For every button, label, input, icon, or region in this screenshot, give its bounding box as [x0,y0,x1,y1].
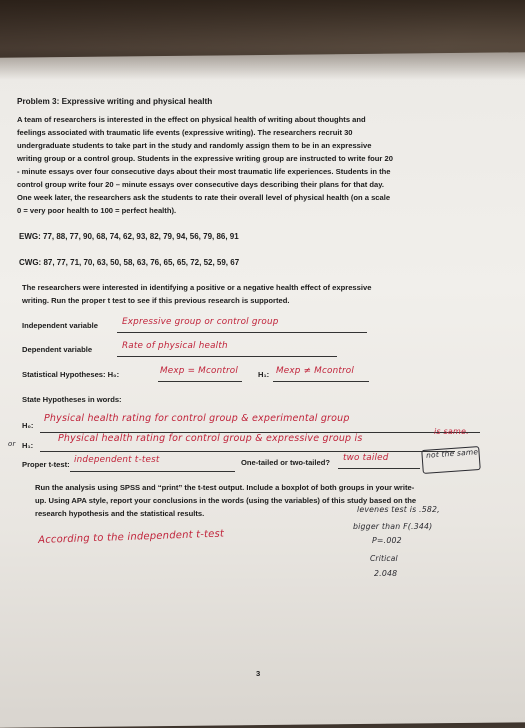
paragraph-line: writing group or a control group. Students in the expressive writing group are instructed to write four 20 [17,154,393,163]
words-label: State Hypotheses in words: [22,395,122,404]
problem-title: Problem 3: Expressive writing and physical health [17,97,213,106]
instruction-line: writing. Run the proper t test to see if this previous research is supported. [22,296,290,305]
h1-words-answer: Physical health rating for control group & expressive group is [58,433,363,444]
critical-note: Critical [370,554,398,563]
paragraph-line: 0 = very poor health to 100 = perfect health). [17,206,177,215]
run-line: Run the analysis using SPSS and “print” the t-test output. Include a boxplot of both groups in your write- [35,483,415,492]
tailed-answer: two tailed [343,453,389,463]
proper-ttest-line [70,471,235,472]
paragraph-line: One week later, the researchers ask the students to rate their overall level of physical health (on a scale [17,193,391,202]
proper-ttest-answer: independent t-test [74,455,160,465]
independent-label: Independent variable [22,321,98,330]
cwg-data: CWG: 87, 77, 71, 70, 63, 50, 58, 63, 76, 65, 65, 72, 52, 59, 67 [19,258,240,267]
h1-stat-label: H₁: [258,370,270,379]
tailed-label: One-tailed or two-tailed? [241,458,331,467]
h0-stat-line [158,381,242,382]
paragraph-line: feelings associated with traumatic life events (expressive writing). The researchers recruit 30 [17,128,353,137]
conclusion-answer: According to the independent t-test [38,528,225,546]
or-mark: or [8,440,16,448]
page-number: 3 [256,669,261,678]
paragraph-line: control group write four 20 – minute essays over consecutive days describing their plans for that day. [17,180,384,189]
statistical-hypotheses-label: Statistical Hypotheses: H₀: [22,370,120,379]
tailed-line [338,468,420,469]
levenes-note: levenes test is .582, [357,505,440,514]
not-the-same-note: not the same [425,447,479,460]
h0-stat-answer: Mexp = Mcontrol [160,366,239,376]
h0-words-answer: Physical health rating for control group & experimental group [44,413,350,424]
dependent-answer-line [117,356,337,357]
independent-answer: Expressive group or control group [122,317,279,327]
critical-value-note: 2.048 [374,569,398,578]
ewg-data: EWG: 77, 88, 77, 90, 68, 74, 62, 93, 82, 79, 94, 56, 79, 86, 91 [19,232,239,241]
proper-ttest-label: Proper t-test: [22,460,70,469]
h1-stat-line [273,381,369,382]
paragraph-line: undergraduate students to take part in the study and randomly assign them to be in an expressive [17,141,372,150]
p-value-note: P=.002 [372,536,402,545]
h1-stat-answer: Mexp ≠ Mcontrol [276,366,355,376]
run-line: research hypothesis and the statistical results. [35,509,205,518]
instruction-line: The researchers were interested in identifying a positive or a negative health effect of expressive [22,283,372,292]
independent-answer-line [117,332,367,333]
h1-words-line [40,451,455,452]
run-line: up. Using APA style, report your conclusions in the words (using the variables) of this study based on the [35,496,417,505]
dependent-answer: Rate of physical health [122,341,228,351]
paragraph-line: - minute essays over four consecutive days about their most traumatic life experiences. Students in the [17,167,391,176]
dependent-label: Dependent variable [22,345,93,354]
h1-words-label: H₁: [22,441,34,450]
bigger-note: bigger than F(.344) [353,522,433,531]
h0-words-answer-end: is same. [434,427,469,436]
paragraph-line: A team of researchers is interested in the effect on physical health of writing about thoughts and [17,115,366,124]
h0-words-label: H₀: [22,421,34,430]
